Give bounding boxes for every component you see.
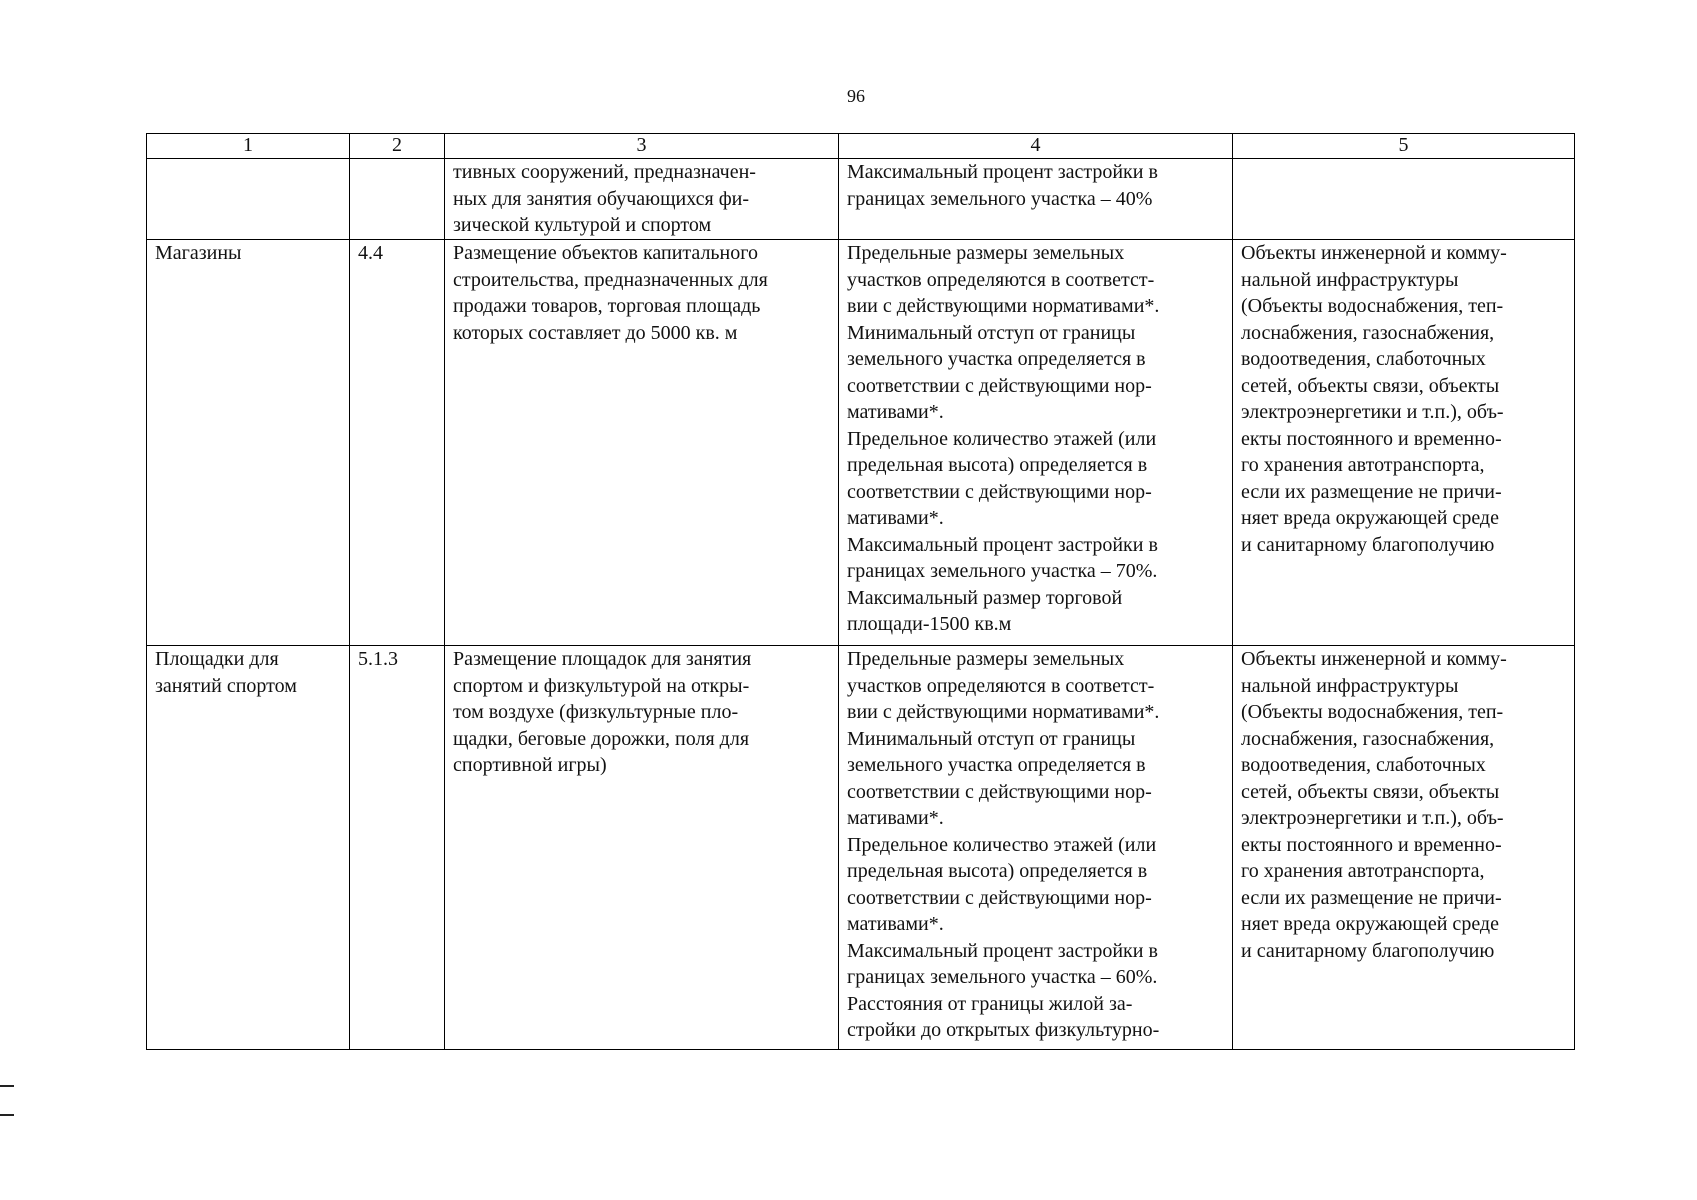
margin-mark	[0, 1085, 14, 1087]
regulations-table	[146, 133, 1575, 1050]
description-cell: Размещение площадок для занятия спортом и физкультурой на откры- том воздухе (физкультурные пло- щадки, беговые дорожки, поля для спортивной игры)	[445, 646, 839, 1050]
page-number: 96	[847, 86, 865, 106]
margin-mark	[0, 1114, 14, 1116]
code-cell: 5.1.3	[350, 646, 445, 1050]
parameters-cell: Максимальный процент застройки в границах земельного участка – 40%	[839, 159, 1233, 240]
table-row	[147, 240, 1575, 646]
use-type-cell: Площадки для занятий спортом	[147, 646, 350, 1050]
parameters-cell: Предельные размеры земельных участков определяются в соответст- вии с действующими нормативами*. Минимальный отступ от границы земельного участка определяется в соответствии с действующими нор- мативами*. Предельное количество этажей (или предельная высота) определяется в соответствии с действующими нор- мативами*. Максимальный процент застройки в границах земельного участка – 70%. Максимальный размер торговой площади-1500 кв.м	[839, 240, 1233, 646]
column-header-1: 1	[147, 134, 350, 159]
parameters-cell: Предельные размеры земельных участков определяются в соответст- вии с действующими нормативами*. Минимальный отступ от границы земельного участка определяется в соответствии с действующими нор- мативами*. Предельное количество этажей (или предельная высота) определяется в соответствии с действующими нор- мативами*. Максимальный процент застройки в границах земельного участка – 60%. Расстояния от границы жилой за- стройки до открытых физкультурно-	[839, 646, 1233, 1050]
description-cell: тивных сооружений, предназначен- ных для занятия обучающихся фи- зической культурой и спортом	[445, 159, 839, 240]
auxiliary-uses-cell: Объекты инженерной и комму- нальной инфраструктуры (Объекты водоснабжения, теп- лоснабжения, газоснабжения, водоотведения, слаботочных сетей, объекты связи, объекты электроэнергетики и т.п.), объ- екты постоянного и временно- го хранения автотранспорта, если их размещение не причи- няет вреда окружающей среде и санитарному благополучию	[1233, 240, 1575, 646]
code-cell	[350, 159, 445, 240]
use-type-cell: Магазины	[147, 240, 350, 646]
table-row	[147, 159, 1575, 240]
column-header-2: 2	[350, 134, 445, 159]
table-row	[147, 646, 1575, 1050]
description-cell: Размещение объектов капитального строительства, предназначенных для продажи товаров, торговая площадь которых составляет до 5000 кв. м	[445, 240, 839, 646]
column-header-3: 3	[445, 134, 839, 159]
auxiliary-uses-cell: Объекты инженерной и комму- нальной инфраструктуры (Объекты водоснабжения, теп- лоснабжения, газоснабжения, водоотведения, слаботочных сетей, объекты связи, объекты электроэнергетики и т.п.), объ- екты постоянного и временно- го хранения автотранспорта, если их размещение не причи- няет вреда окружающей среде и санитарному благополучию	[1233, 646, 1575, 1050]
use-type-cell	[147, 159, 350, 240]
auxiliary-uses-cell	[1233, 159, 1575, 240]
code-cell: 4.4	[350, 240, 445, 646]
table-header-row	[147, 134, 1575, 159]
column-header-4: 4	[839, 134, 1233, 159]
column-header-5: 5	[1233, 134, 1575, 159]
